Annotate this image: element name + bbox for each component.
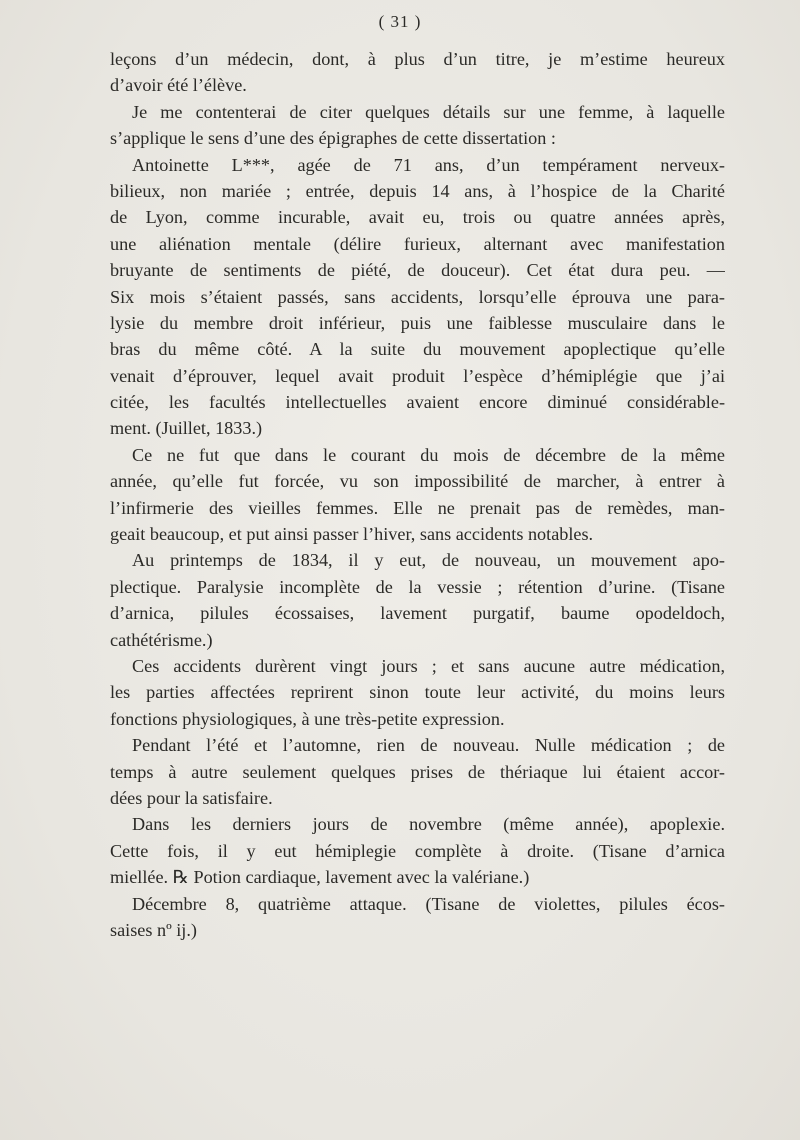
text-line: dées pour la satisfaire. <box>110 787 273 808</box>
text-line: temps à autre seulement quelques prises de thériaque lui étaient accor- <box>110 761 725 782</box>
text-line: lysie du membre droit inférieur, puis une faiblesse musculaire dans le <box>110 312 725 333</box>
text-line: cathétérisme.) <box>110 629 213 650</box>
text-line: Pendant l’été et l’automne, rien de nouveau. Nulle médication ; de <box>132 735 725 756</box>
body-text <box>110 46 725 943</box>
page-number: ( 31 ) <box>378 12 422 31</box>
text-line: s’applique le sens d’une des épigraphes de cette dissertation : <box>110 128 556 149</box>
text-line: citée, les facultés intellectuelles avaient encore diminué considérable- <box>110 392 725 413</box>
text-line: venait d’éprouver, lequel avait produit l’espèce d’hémiplégie que j’ai <box>110 365 725 386</box>
text-line: miellée. ℞ Potion cardiaque, lavement avec la valériane.) <box>110 867 530 888</box>
text-line: ment. (Juillet, 1833.) <box>110 418 263 439</box>
text-line: d’arnica, pilules écossaises, lavement purgatif, baume opodeldoch, <box>110 603 725 624</box>
text-line: leçons d’un médecin, dont, à plus d’un titre, je m’estime heureux <box>110 49 725 69</box>
text-line: bras du même côté. A la suite du mouvement apoplectique qu’elle <box>110 339 725 360</box>
text-line: une aliénation mentale (délire furieux, alternant avec manifestation <box>110 233 725 254</box>
text-line: geait beaucoup, et put ainsi passer l’hiver, sans accidents notables. <box>110 524 594 545</box>
text-line: Décembre 8, quatrième attaque. (Tisane de violettes, pilules écos- <box>132 893 725 914</box>
text-line: année, qu’elle fut forcée, vu son impossibilité de marcher, à entrer à <box>110 471 725 492</box>
text-line: de Lyon, comme incurable, avait eu, trois ou quatre années après, <box>110 207 725 228</box>
text-line: Je me contenterai de citer quelques détails sur une femme, à laquelle <box>132 101 725 122</box>
text-line: les parties affectées reprirent sinon toute leur activité, du moins leurs <box>110 682 725 703</box>
text-line: Ce ne fut que dans le courant du mois de décembre de la même <box>132 444 725 465</box>
text-line: saises nº ij.) <box>110 919 197 940</box>
text-line: Cette fois, il y eut hémiplegie complète à droite. (Tisane d’arnica <box>110 840 725 861</box>
text-line: Au printemps de 1834, il y eut, de nouveau, un mouvement apo- <box>132 550 725 571</box>
text-line: bruyante de sentiments de piété, de douceur). Cet état dura peu. — <box>110 260 725 281</box>
text-line: Six mois s’étaient passés, sans accidents, lorsqu’elle éprouva une para- <box>110 286 725 307</box>
text-line: Ces accidents durèrent vingt jours ; et sans aucune autre médication, <box>132 655 725 676</box>
text-line: Antoinette L***, agée de 71 ans, d’un tempérament nerveux- <box>132 154 725 175</box>
text-line: l’infirmerie des vieilles femmes. Elle ne prenait pas de remèdes, man- <box>110 497 725 518</box>
text-line: plectique. Paralysie incomplète de la vessie ; rétention d’urine. (Tisane <box>110 576 725 597</box>
text-line: d’avoir été l’élève. <box>110 75 247 96</box>
text-line: Dans les derniers jours de novembre (même année), apoplexie. <box>132 814 725 835</box>
text-line: bilieux, non mariée ; entrée, depuis 14 ans, à l’hospice de la Charité <box>110 180 725 201</box>
text-line: fonctions physiologiques, à une très-petite expression. <box>110 708 505 729</box>
